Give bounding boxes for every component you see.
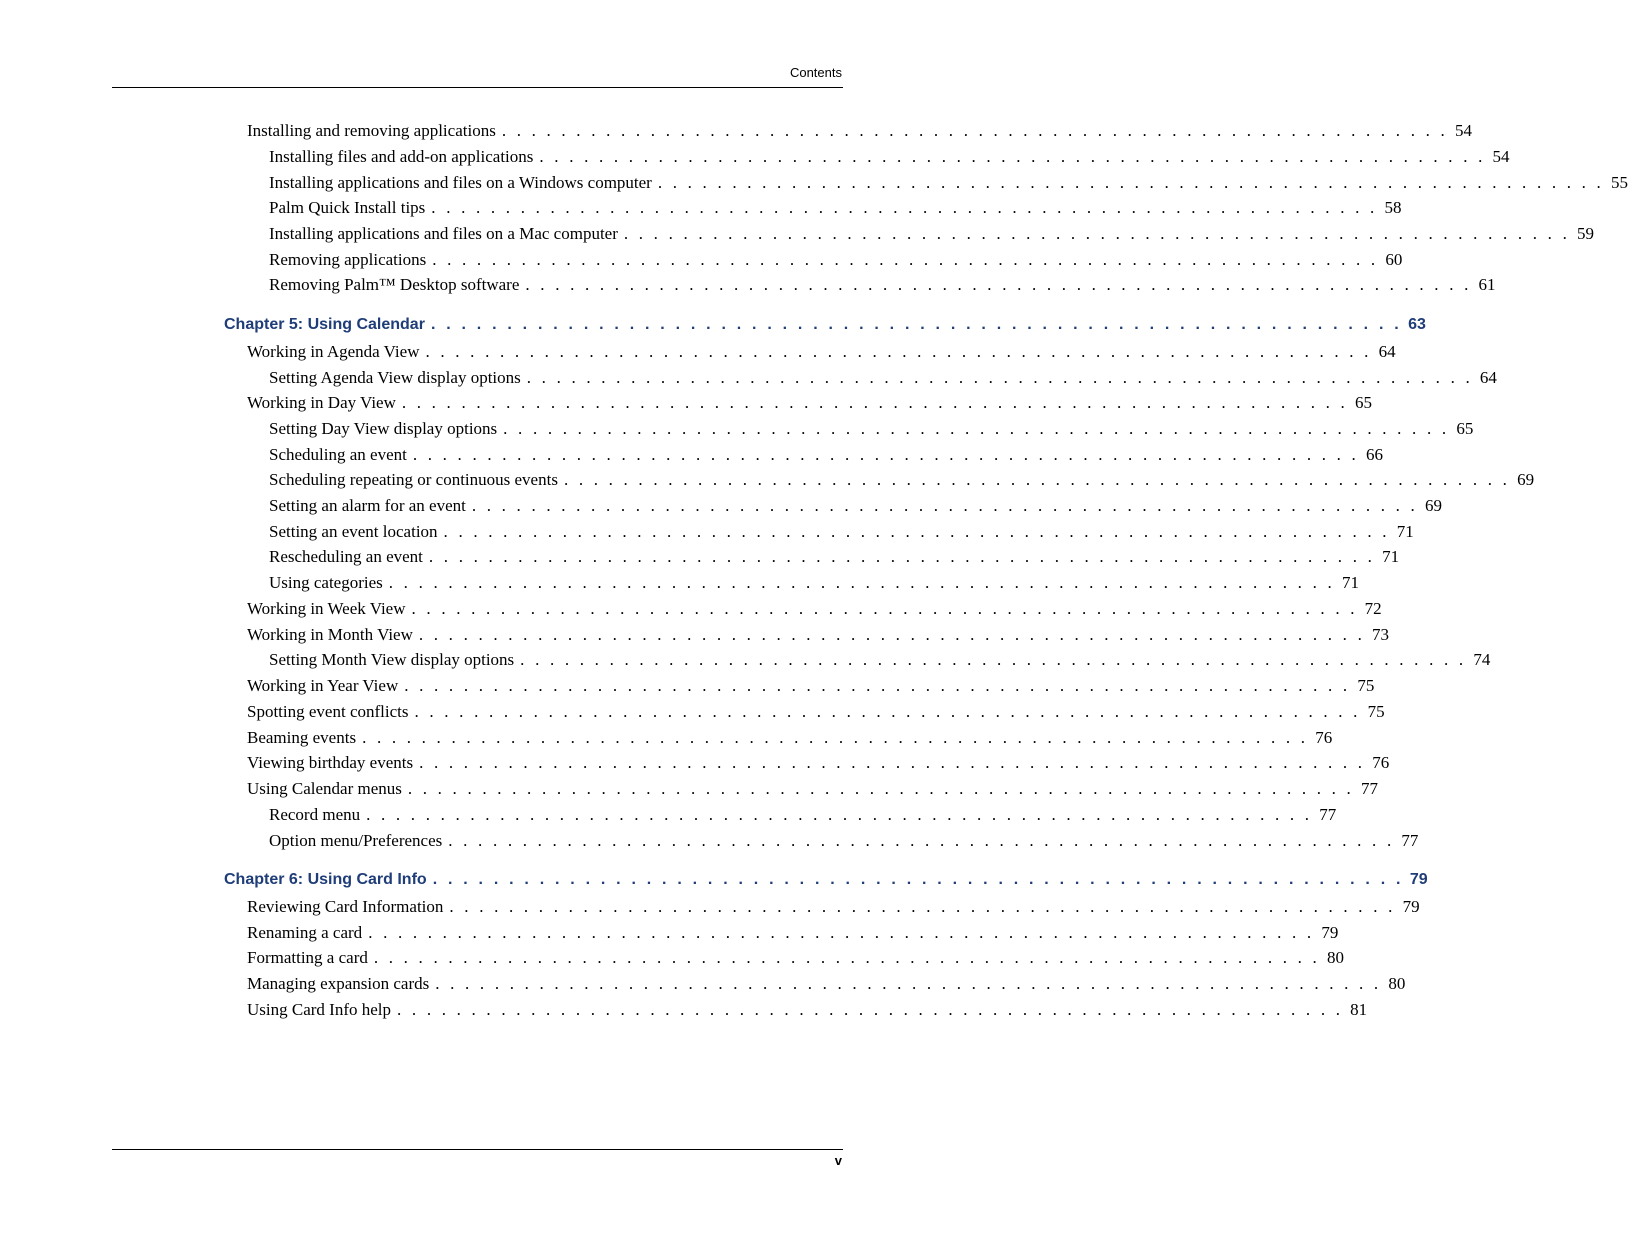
toc-entry-title: Renaming a card <box>247 923 363 942</box>
dot-leader: . . . . . . . . . . . . . . . . . . . . . . . . . . . . . . . . . . . . . . . . . . . . . . . . . . . . . . . . . . . . . . . . <box>526 368 1473 387</box>
toc-entry[interactable] <box>247 779 1379 801</box>
toc-entry-page: 59 <box>1577 224 1595 243</box>
toc-entry-title: Working in Agenda View <box>247 342 420 361</box>
toc-entry-title: Using categories <box>269 573 383 592</box>
toc-entry[interactable] <box>247 121 1472 143</box>
toc-entry[interactable] <box>269 275 1496 297</box>
toc-entry-title: Using Calendar menus <box>247 779 402 798</box>
toc-entry-page: 79 <box>1321 923 1339 942</box>
dot-leader: . . . . . . . . . . . . . . . . . . . . . . . . . . . . . . . . . . . . . . . . . . . . . . . . . . . . . . . . . . . . . . . . <box>657 173 1604 192</box>
toc-entry-title: Chapter 5: Using Calendar <box>224 316 425 333</box>
dot-leader: . . . . . . . . . . . . . . . . . . . . . . . . . . . . . . . . . . . . . . . . . . . . . . . . . . . . . . . . . . . . . . . . <box>401 393 1349 412</box>
dot-leader: . . . . . . . . . . . . . . . . . . . . . . . . . . . . . . . . . . . . . . . . . . . . . . . . . . . . . . . . . . . . . . . . <box>425 342 1372 361</box>
dot-leader: . . . . . . . . . . . . . . . . . . . . . . . . . . . . . . . . . . . . . . . . . . . . . . . . . . . . . . . . . . . . . . . . <box>525 275 1472 294</box>
toc-entry[interactable] <box>269 496 1443 518</box>
toc-entry-page: 79 <box>1409 871 1428 888</box>
toc-entry-title: Removing applications <box>269 250 427 269</box>
toc-entry-title: Managing expansion cards <box>247 974 430 993</box>
toc-entry-title: Working in Day View <box>247 393 396 412</box>
toc-entry[interactable] <box>247 625 1390 647</box>
toc-entry[interactable] <box>269 173 1628 195</box>
toc-entry-page: 64 <box>1378 342 1396 361</box>
dot-leader: . . . . . . . . . . . . . . . . . . . . . . . . . . . . . . . . . . . . . . . . . . . . . . . . . . . . . . . . . . . . . . . . <box>411 599 1358 618</box>
dot-leader: . . . . . . . . . . . . . . . . . . . . . . . . . . . . . . . . . . . . . . . . . . . . . . . . . . . . . . . . . . . . . . . . <box>388 573 1335 592</box>
dot-leader: . . . . . . . . . . . . . . . . . . . . . . . . . . . . . . . . . . . . . . . . . . . . . . . . . . . . . . . . . . . . . . . . <box>563 470 1511 489</box>
toc-entry-page: 54 <box>1492 147 1510 166</box>
page-number: v <box>834 1153 842 1168</box>
toc-entry-page: 77 <box>1319 805 1337 824</box>
toc-entry-page: 69 <box>1425 496 1443 515</box>
dot-leader: . . . . . . . . . . . . . . . . . . . . . . . . . . . . . . . . . . . . . . . . . . . . . . . . . . . . . . . . . . . . . . . . <box>366 805 1313 824</box>
toc-entry[interactable] <box>269 147 1510 169</box>
toc-entry-title: Scheduling an event <box>269 445 407 464</box>
toc-entry-page: 71 <box>1341 573 1359 592</box>
toc-entry-page: 65 <box>1355 393 1373 412</box>
toc-entry-title: Chapter 6: Using Card Info <box>224 871 427 888</box>
toc-chapter-entry[interactable] <box>224 316 1426 338</box>
toc-entry-title: Option menu/Preferences <box>269 831 443 850</box>
dot-leader: . . . . . . . . . . . . . . . . . . . . . . . . . . . . . . . . . . . . . . . . . . . . . . . . . . . . . . . . . . . . . . . . <box>520 650 1467 669</box>
dot-leader: . . . . . . . . . . . . . . . . . . . . . . . . . . . . . . . . . . . . . . . . . . . . . . . . . . . . . . . . . . . . . . . . <box>435 974 1382 993</box>
footer-rule <box>112 1149 843 1150</box>
dot-leader: . . . . . . . . . . . . . . . . . . . . . . . . . . . . . . . . . . . . . . . . . . . . . . . . . . . . . . . . . . . . . . . . <box>432 250 1379 269</box>
toc-entry-title: Reviewing Card Information <box>247 897 444 916</box>
toc-entry-title: Installing applications and files on a Windows computer <box>269 173 652 192</box>
toc-entry[interactable] <box>269 470 1535 492</box>
toc-entry-page: 71 <box>1396 522 1414 541</box>
toc-entry-title: Installing applications and files on a Mac computer <box>269 224 618 243</box>
toc-entry[interactable] <box>247 1000 1368 1022</box>
dot-leader: . . . . . . . . . . . . . . . . . . . . . . . . . . . . . . . . . . . . . . . . . . . . . . . . . . . . . . . . . . . . . . . . <box>418 625 1366 644</box>
toc-entry-page: 71 <box>1382 547 1400 566</box>
toc-entry[interactable] <box>247 728 1333 750</box>
dot-leader: . . . . . . . . . . . . . . . . . . . . . . . . . . . . . . . . . . . . . . . . . . . . . . . . . . . . . . . . . . . . . . . . <box>414 702 1361 721</box>
toc-entry-title: Spotting event conflicts <box>247 702 409 721</box>
toc-entry[interactable] <box>247 753 1390 775</box>
dot-leader: . . . . . . . . . . . . . . . . . . . . . . . . . . . . . . . . . . . . . . . . . . . . . . . . . . . . . . . . . . . . . . . . <box>449 897 1396 916</box>
dot-leader: . . . . . . . . . . . . . . . . . . . . . . . . . . . . . . . . . . . . . . . . . . . . . . . . . . . . . . . . . . . . . . . . <box>443 522 1390 541</box>
dot-leader: . . . . . . . . . . . . . . . . . . . . . . . . . . . . . . . . . . . . . . . . . . . . . . . . . . . . . . . . . . . . . . . . <box>412 445 1360 464</box>
toc-entry-page: 80 <box>1327 948 1345 967</box>
toc-entry[interactable] <box>247 702 1385 724</box>
dot-leader: . . . . . . . . . . . . . . . . . . . . . . . . . . . . . . . . . . . . . . . . . . . . . . . . . . . . . . . . . . . . . . . . <box>539 147 1486 166</box>
toc-entry[interactable] <box>269 650 1491 672</box>
toc-entry-title: Rescheduling an event <box>269 547 423 566</box>
toc-entry[interactable] <box>247 948 1345 970</box>
running-header: Contents <box>789 65 842 80</box>
toc-entry-title: Beaming events <box>247 728 357 747</box>
toc-entry-page: 54 <box>1454 121 1472 140</box>
dot-leader: . . . . . . . . . . . . . . . . . . . . . . . . . . . . . . . . . . . . . . . . . . . . . . . . . . . . . . . . . . . . . . . . <box>368 923 1315 942</box>
toc-entry[interactable] <box>247 342 1396 364</box>
toc-entry[interactable] <box>247 897 1420 919</box>
toc-entry[interactable] <box>247 923 1339 945</box>
toc-entry[interactable] <box>269 445 1384 467</box>
toc-entry[interactable] <box>269 368 1497 390</box>
toc-entry-title: Formatting a card <box>247 948 368 967</box>
toc-entry-title: Removing Palm™ Desktop software <box>269 275 520 294</box>
toc-entry[interactable] <box>247 974 1406 996</box>
toc-entry-page: 61 <box>1478 275 1496 294</box>
toc-entry-page: 77 <box>1401 831 1419 850</box>
toc-entry[interactable] <box>269 831 1419 853</box>
toc-entry-page: 74 <box>1473 650 1491 669</box>
toc-entry-title: Installing and removing applications <box>247 121 496 140</box>
dot-leader: . . . . . . . . . . . . . . . . . . . . . . . . . . . . . . . . . . . . . . . . . . . . . . . . . . . . . . . . . . . . . . . . <box>373 948 1321 967</box>
toc-entry-page: 79 <box>1402 897 1420 916</box>
toc-entry-title: Scheduling repeating or continuous events <box>269 470 558 489</box>
toc-entry-title: Setting an alarm for an event <box>269 496 466 515</box>
toc-entry-page: 76 <box>1372 753 1390 772</box>
dot-leader: . . . . . . . . . . . . . . . . . . . . . . . . . . . . . . . . . . . . . . . . . . . . . . . . . . . . . . . . . . . . . . . . <box>448 831 1395 850</box>
toc-entry-page: 77 <box>1361 779 1379 798</box>
toc-entry-page: 76 <box>1315 728 1333 747</box>
dot-leader: . . . . . . . . . . . . . . . . . . . . . . . . . . . . . . . . . . . . . . . . . . . . . . . . . . . . . . . . . . . . . . . . <box>428 547 1376 566</box>
toc-entry-title: Setting Day View display options <box>269 419 498 438</box>
toc-entry-title: Setting Agenda View display options <box>269 368 521 387</box>
toc-entry-title: Working in Week View <box>247 599 406 618</box>
toc-entry-page: 75 <box>1367 702 1385 721</box>
toc-entry-page: 65 <box>1456 419 1474 438</box>
toc-entry[interactable] <box>247 599 1382 621</box>
toc-entry-title: Using Card Info help <box>247 1000 392 1019</box>
toc-entry-title: Palm Quick Install tips <box>269 198 426 217</box>
toc-entry-page: 80 <box>1388 974 1406 993</box>
toc-entry[interactable] <box>247 393 1373 415</box>
dot-leader: . . . . . . . . . . . . . . . . . . . . . . . . . . . . . . . . . . . . . . . . . . . . . . . . . . . . . . . . . . . . . . . . <box>407 779 1355 798</box>
dot-leader: . . . . . . . . . . . . . . . . . . . . . . . . . . . . . . . . . . . . . . . . . . . . . . . . . . . . . . . . . . . . . . . . <box>404 676 1351 695</box>
toc-entry-page: 64 <box>1479 368 1497 387</box>
dot-leader: . . . . . . . . . . . . . . . . . . . . . . . . . . . . . . . . . . . . . . . . . . . . . . . . . . . . . . . . . . . . . . . . <box>430 316 1402 333</box>
toc-entry-title: Working in Year View <box>247 676 399 695</box>
dot-leader: . . . . . . . . . . . . . . . . . . . . . . . . . . . . . . . . . . . . . . . . . . . . . . . . . . . . . . . . . . . . . . . . <box>419 753 1366 772</box>
toc-entry[interactable] <box>269 224 1595 246</box>
toc-entry-title: Viewing birthday events <box>247 753 414 772</box>
dot-leader: . . . . . . . . . . . . . . . . . . . . . . . . . . . . . . . . . . . . . . . . . . . . . . . . . . . . . . . . . . . . . . . . <box>397 1000 1344 1019</box>
toc-entry-page: 72 <box>1364 599 1382 618</box>
toc-entry-page: 73 <box>1372 625 1390 644</box>
toc-entry-title: Working in Month View <box>247 625 413 644</box>
toc-entry-page: 58 <box>1384 198 1402 217</box>
dot-leader: . . . . . . . . . . . . . . . . . . . . . . . . . . . . . . . . . . . . . . . . . . . . . . . . . . . . . . . . . . . . . . . . <box>623 224 1571 243</box>
toc-entry[interactable] <box>269 573 1359 595</box>
toc-entry-page: 66 <box>1366 445 1384 464</box>
toc-entry[interactable] <box>269 805 1337 827</box>
toc-entry[interactable] <box>269 419 1474 441</box>
toc-entry-page: 81 <box>1350 1000 1368 1019</box>
toc-entry[interactable] <box>269 250 1403 272</box>
dot-leader: . . . . . . . . . . . . . . . . . . . . . . . . . . . . . . . . . . . . . . . . . . . . . . . . . . . . . . . . . . . . . . . . <box>471 496 1419 515</box>
toc-entry-title: Setting Month View display options <box>269 650 515 669</box>
toc-entry-page: 60 <box>1385 250 1403 269</box>
toc-chapter-entry[interactable] <box>224 871 1428 893</box>
toc-entry-page: 63 <box>1408 316 1426 333</box>
dot-leader: . . . . . . . . . . . . . . . . . . . . . . . . . . . . . . . . . . . . . . . . . . . . . . . . . . . . . . . . . . . . . . . . <box>432 871 1404 888</box>
header-rule <box>112 87 843 88</box>
dot-leader: . . . . . . . . . . . . . . . . . . . . . . . . . . . . . . . . . . . . . . . . . . . . . . . . . . . . . . . . . . . . . . . . <box>431 198 1378 217</box>
toc-entry-page: 75 <box>1357 676 1375 695</box>
dot-leader: . . . . . . . . . . . . . . . . . . . . . . . . . . . . . . . . . . . . . . . . . . . . . . . . . . . . . . . . . . . . . . . . <box>362 728 1309 747</box>
toc-entry-title: Installing files and add-on applications <box>269 147 534 166</box>
toc-entry-page: 55 <box>1611 173 1628 192</box>
toc-entry-page: 69 <box>1517 470 1535 489</box>
toc-entry-title: Record menu <box>269 805 361 824</box>
dot-leader: . . . . . . . . . . . . . . . . . . . . . . . . . . . . . . . . . . . . . . . . . . . . . . . . . . . . . . . . . . . . . . . . <box>501 121 1448 140</box>
dot-leader: . . . . . . . . . . . . . . . . . . . . . . . . . . . . . . . . . . . . . . . . . . . . . . . . . . . . . . . . . . . . . . . . <box>503 419 1450 438</box>
toc-entry[interactable] <box>269 522 1414 544</box>
toc-entry[interactable] <box>247 676 1375 698</box>
toc-entry[interactable] <box>269 198 1402 220</box>
toc-entry-title: Setting an event location <box>269 522 438 541</box>
toc-entry[interactable] <box>269 547 1400 569</box>
